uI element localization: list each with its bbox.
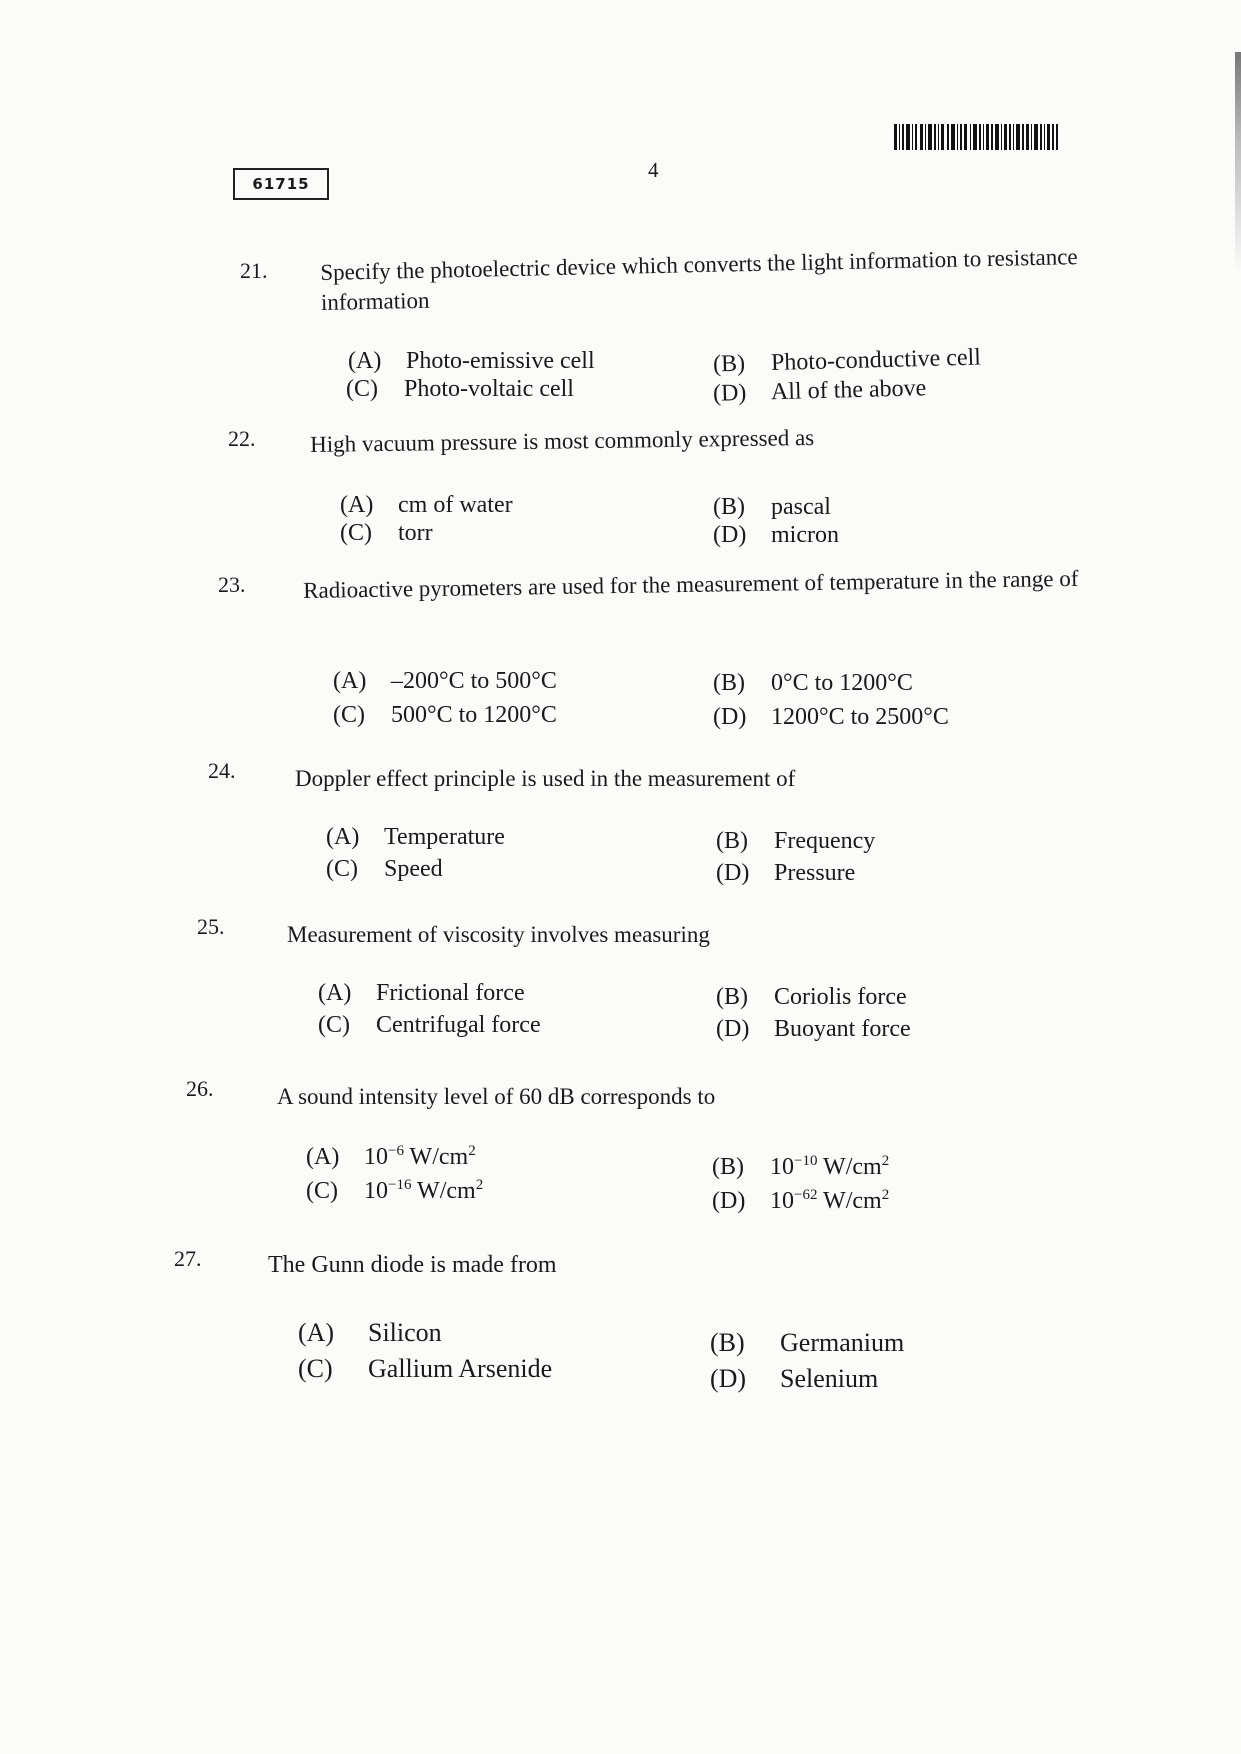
question-number: 25. xyxy=(197,914,225,939)
barcode-icon xyxy=(894,124,1058,150)
question-number: 26. xyxy=(186,1076,214,1101)
option-d: (D) 1200°C to 2500°C xyxy=(713,704,949,730)
option-b: (B) 0°C to 1200°C xyxy=(713,670,913,696)
question-text: Measurement of viscosity involves measuring xyxy=(287,922,710,947)
option-d: (D) Pressure xyxy=(716,860,856,886)
question-text: Specify the photoelectric device which converts the light information to resistance information xyxy=(320,244,1078,315)
question-number: 24. xyxy=(208,758,236,783)
option-c: (C) Photo-voltaic cell xyxy=(346,376,574,402)
option-d: (D) Selenium xyxy=(710,1364,879,1393)
scan-edge-mark xyxy=(1235,52,1241,272)
question-text: High vacuum pressure is most commonly expressed as xyxy=(310,424,815,457)
option-b: (B) Coriolis force xyxy=(716,984,907,1010)
option-c: (C) Gallium Arsenide xyxy=(298,1354,553,1383)
option-c: (C) 500°C to 1200°C xyxy=(333,702,557,728)
option-b: (B) Frequency xyxy=(716,828,876,854)
option-a: (A) –200°C to 500°C xyxy=(333,668,557,694)
option-a: (A) Temperature xyxy=(326,824,505,850)
option-a: (A) Photo-emissive cell xyxy=(348,348,595,374)
option-c: (C) Speed xyxy=(326,856,443,882)
question-text: Radioactive pyrometers are used for the measurement of temperature in the range of xyxy=(303,565,1079,603)
option-c: (C) torr xyxy=(340,520,433,546)
question-number: 27. xyxy=(174,1246,202,1271)
option-d: (D) Buoyant force xyxy=(716,1016,911,1042)
option-d: (D) All of the above xyxy=(712,375,927,407)
option-c: (C) Centrifugal force xyxy=(318,1012,541,1038)
option-a: (A) Silicon xyxy=(298,1318,442,1347)
page-number: 4 xyxy=(648,158,659,182)
option-c: (C) $10^{-16}$ $W/cm^2$ xyxy=(306,1177,484,1204)
paper-code-box: 61715 xyxy=(233,168,329,200)
option-a: (A) cm of water xyxy=(340,492,513,518)
option-a: (A) Frictional force xyxy=(318,980,525,1006)
option-d: (D) micron xyxy=(713,522,839,548)
option-b: (B) Photo-conductive cell xyxy=(712,344,982,378)
option-d: (D) $10^{-62}$ $W/cm^2$ xyxy=(712,1187,890,1214)
question-number: 22. xyxy=(228,426,256,451)
question-text: The Gunn diode is made from xyxy=(268,1252,557,1278)
question-text: Doppler effect principle is used in the measurement of xyxy=(295,766,796,791)
option-b: (B) Germanium xyxy=(710,1328,905,1357)
option-a: (A) $10^{-6}$ $W/cm^2$ xyxy=(306,1143,476,1170)
question-number: 21. xyxy=(240,258,268,283)
option-b: (B) $10^{-10}$ $W/cm^2$ xyxy=(712,1153,890,1180)
question-text: A sound intensity level of 60 dB corresponds to xyxy=(277,1084,716,1109)
question-number: 23. xyxy=(218,572,246,597)
option-b: (B) pascal xyxy=(713,494,831,520)
